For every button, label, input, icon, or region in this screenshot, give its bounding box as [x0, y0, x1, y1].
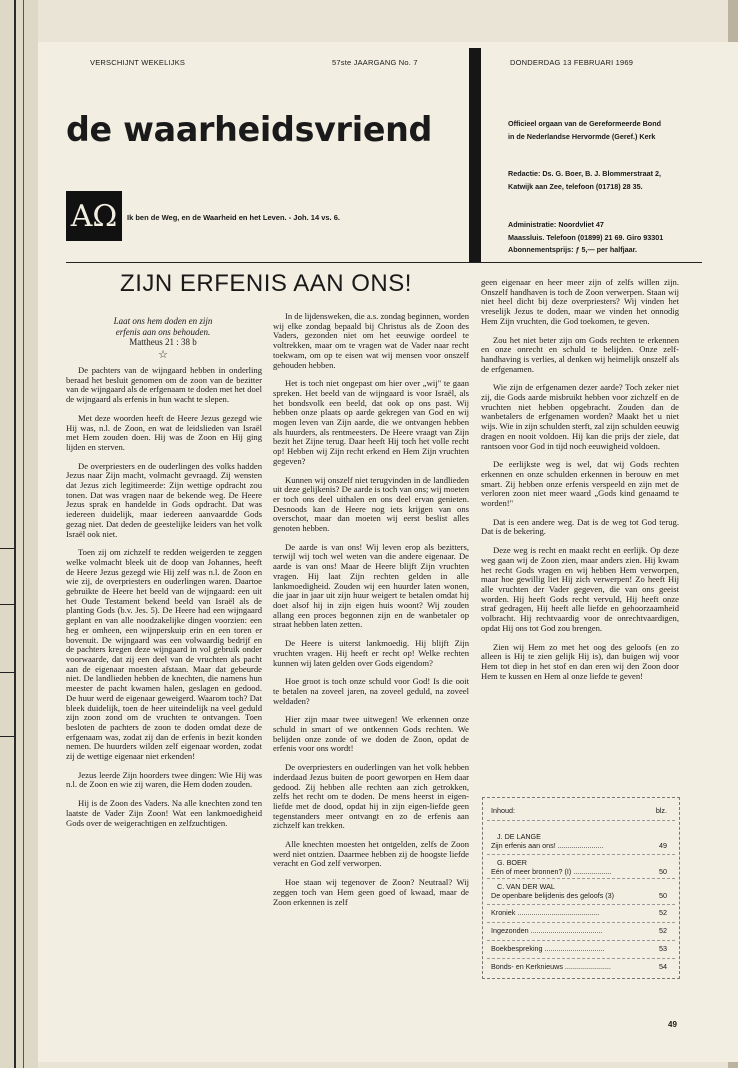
- toc-page: 50: [659, 867, 667, 876]
- article-column-3: [481, 278, 679, 788]
- toc-entry: [491, 908, 667, 917]
- toc-title: Bonds- en Kerknieuws .......................: [491, 962, 611, 971]
- admin-line: Maassluis. Telefoon (01899) 21 69. Giro 93301: [508, 232, 664, 242]
- article-paragraph: In de lijdensweken, die a.s. zondag beginnen, worden wij elke zondag bepaald bij Christus als de Zoon des Vaders, gezonden niet om het eeuwige oordeel te voltrekken, maar om te vragen wat de Vader naar recht toekwam, om op te eisen wat wij mensen voor onszelf gehouden hebben.: [273, 311, 469, 370]
- toc-entry: [491, 926, 667, 935]
- toc-entry: [491, 882, 667, 900]
- binding-mark: [0, 672, 14, 673]
- editor-line: Redactie: Ds. G. Boer, B. J. Blommerstraat 2,: [508, 169, 661, 178]
- administration-info: [508, 219, 718, 257]
- header-frequency: VERSCHIJNT WEKELIJKS: [90, 58, 186, 67]
- header-volume: 57ste JAARGANG No. 7: [332, 58, 418, 67]
- article-paragraph: Kunnen wij onszelf niet terugvinden in de landlieden uit deze gelijkenis? De aarde is toch van ons; wij moeten er toch ons deel uithalen en ons deel ervan genieten. Desnoods kan de Heere nog iets krijgen van ons overschot, maar dan moeten wij eerst beslist alles genoten hebben.: [273, 474, 469, 534]
- header-date: DONDERDAG 13 FEBRUARI 1969: [510, 58, 634, 67]
- editorial-info: [508, 168, 718, 193]
- article-paragraph: Hoe staan wij tegenover de Zoon? Neutraal? Wij zeggen toch van Hem geen goed of kwaad, maar de Zoon erkennen is zelf: [273, 877, 469, 907]
- article-paragraph: Hij is de Zoon des Vaders. Na alle knechten zond ten laatste de Vader Zijn Zoon! Wat een lankmoedigheid Gods over de weigerachtigen en zelfzuchtigen.: [66, 798, 262, 828]
- toc-entry: [491, 944, 667, 953]
- epigraph-reference: Mattheus 21 : 38 b: [129, 337, 197, 347]
- toc-heading: Inhoud:: [491, 806, 515, 815]
- alpha-omega-icon: AΩ: [70, 198, 118, 234]
- binding-mark: [0, 548, 14, 549]
- article-paragraph: Toen zij om zichzelf te redden weigerden te zeggen welke volmacht bleek uit de doop van Johannes, heeft de Heere Jezus gezegd wie Hij zelf was n.l. de Zoon en wie zij, de overpriesters en ouderlingen waren. Daartoe gebruikte de Heere het beeld van de wijngaard: een uit het Oude Testament bekend beeld van Israël als de planting Gods (b.v. Jes. 5). De Heere had een wijngaard geplant en van alle noodzakelijke dingen voorzien: een heg er omheen, een wijnperskuip erin en een toren er bovenuit. De wijngaard was een volwaardig bedrijf en de pachters kregen deze wijngaard in vol gebruik onder voorwaarde, dat zij een deel van de vruchten als pacht aan de eigenaar moesten afstaan. Maar dat gebeurde niet. De landlieden hebben de knechten, die namens hun meester de pacht kwamen halen, geslagen en gedood. De huur werd de eigenaar geweigerd. Waarom toch? Dat bleek duidelijk, toen de heer uiteindelijk na veel geduld zijn zoon zond om de vruchten te ontvangen. Toen besloten de pachters de zoon te doden omdat deze de erfgenaam was, zodat zij dan de erfenis in bezit konden nemen. De huurders wilden zelf eigenaar worden, zodat zij de wettige eigenaar niet erkenden!: [66, 547, 262, 762]
- binding-margin: [0, 0, 38, 1068]
- article-column-2: [273, 312, 469, 1017]
- alpha-omega-logo: [66, 191, 122, 241]
- organ-line: Officieel orgaan van de Gereformeerde Bond: [508, 119, 661, 128]
- article-paragraph: Hoe groot is toch onze schuld voor God! Is die ooit te betalen na zoveel jaren, na zoveel geduld, na zoveel weldaden?: [273, 676, 469, 706]
- toc-divider: [487, 904, 675, 905]
- article-paragraph: De eerlijkste weg is wel, dat wij Gods rechten erkennen en onze schulden erkennen in berouw en met smart. Zij hebben onze erfenis verspeeld en zijn met de verloren zoon niet meer waard „Gods kind genaamd te worden!": [481, 459, 679, 509]
- page-number: 49: [668, 1020, 677, 1029]
- masthead-title: de waarheidsvriend: [66, 110, 433, 150]
- toc-divider: [487, 958, 675, 959]
- article-paragraph: geen eigenaar en heer meer zijn of zelfs willen zijn. Onszelf handhaven is toch de Zoon verwerpen. Staan wij niet heel dicht bij deze overpriesters? Wij vinden het vreselijk Jezus te doden, maar we vinden het onnodig Hem Zijn vruchten, die God toekomen, te geven.: [481, 277, 679, 326]
- article-paragraph: Wie zijn de erfgenamen dezer aarde? Toch zeker niet zij, die Gods aarde misbruikt hebben voor zichzelf en de vruchten niet hebben opgebracht. Zouden dan de wanbetalers de erfgenamen worden? Maakt het u niet wijs. Wie in zijn schulden sterft, zal zijn schulden eeuwig dragen en nooit voldoen. Hij kan die prijs der ziele, dat rantsoen voor God in tijd noch eeuwigheid voldoen.: [481, 382, 679, 451]
- article-paragraph: De aarde is van ons! Wij leven erop als bezitters, terwijl wij toch wel weten van die andere eigenaar. De aarde is van ons! Maar de Heere blijft Zijn vruchten vragen. Hij laat Zijn rechten gelden in alle lankmoedigheid. Zouden wij een huurder laten wonen, die jaar in jaar uit zijn huur weigert te betalen omdat hij doet alsof hij in zijn eigen huis woont? Wij zouden allang een proces begonnen zijn en de wanbetaler op straat hebben laten zetten.: [273, 541, 469, 630]
- toc-author: J. DE LANGE: [497, 832, 541, 841]
- article-paragraph: Jezus leerde Zijn hoorders twee dingen: Wie Hij was n.l. de Zoon en wie zij waren, die Hem doden zouden.: [66, 769, 262, 790]
- toc-title: Ingezonden ....................................: [491, 926, 603, 935]
- binding-line: [14, 0, 16, 1068]
- epigraph: [66, 316, 260, 348]
- toc-page: 49: [659, 841, 667, 850]
- table-of-contents: [482, 797, 680, 979]
- toc-entry: [491, 962, 667, 971]
- toc-page: 52: [659, 908, 667, 917]
- binding-mark: [0, 604, 14, 605]
- official-organ: [508, 118, 718, 143]
- toc-page-label: blz.: [655, 806, 667, 815]
- toc-page: 54: [659, 962, 667, 971]
- article-paragraph: Zou het niet beter zijn om Gods rechten te erkennen en onze onrecht en schuld te belijden. Onze zelf-handhaving is verlies, al denken wij heimelijk onszelf als de erfgenamen.: [481, 334, 679, 374]
- article-paragraph: De overpriesters en ouderlingen van het volk hebben inderdaad Jezus buiten de poort geworpen en Hem daar gedood. Zij hebben alle rechten aan zich getrokken, zelfs het recht om te doden. De mens heerst in eigen-liefde met de dood, opdat hij in zijn eigen-liefde geen tegenstanders meer ontvangt en zo de erfenis aan zichzelf kan trekken.: [273, 762, 469, 831]
- masthead-motto: Ik ben de Weg, en de Waarheid en het Leven. - Joh. 14 vs. 6.: [127, 213, 340, 222]
- toc-divider: [487, 922, 675, 923]
- toc-entry: [491, 832, 667, 850]
- toc-author: G. BOER: [497, 858, 527, 867]
- header-rule: [66, 262, 702, 263]
- organ-line: in de Nederlandse Hervormde (Geref.) Kerk: [508, 131, 656, 141]
- epigraph-line: Laat ons hem doden en zijn: [113, 316, 213, 326]
- toc-page: 50: [659, 891, 667, 900]
- article-paragraph: De pachters van de wijngaard hebben in onderling beraad het besluit genomen om de zoon van de bezitter van de wijngaard als de erfgenaam te doden met het doel de wijngaard als erfenis in hun wacht te slepen.: [66, 365, 262, 405]
- toc-author: C. VAN DER WAL: [497, 882, 555, 891]
- article-headline: ZIJN ERFENIS AAN ONS!: [120, 270, 412, 297]
- article-paragraph: Met deze woorden heeft de Heere Jezus gezegd wie Hij was, n.l. de Zoon, en wat de leidslieden van Israël met Hem zouden doen. Hij was de Zoon en Hij ging lijden en sterven.: [66, 412, 262, 452]
- toc-divider: [487, 940, 675, 941]
- article-paragraph: Hier zijn maar twee uitwegen! We erkennen onze schuld in smart of we ontkennen Gods rechten. We belijden onze zonde of we doden de Zoon, opdat de erfenis voor ons wordt!: [273, 714, 469, 754]
- admin-line: Administratie: Noordvliet 47: [508, 220, 604, 229]
- article-paragraph: Het is toch niet ongepast om hier over „wij" te gaan spreken. Het beeld van de wijngaard is voor Israël, als het bondsvolk een beeld, dat ook op ons past. Wij hebben onze plaats op aarde gekregen van God en wij mogen leven van Zijn aarde, die we ontvangen hebben als huurders, als rentmeesters. De Heere vraagt van Zijn bezit het Zijne terug. Daar heeft Hij toch het volle recht op! Hebben wij Zijn recht erkend en Hem Zijn vruchten gegeven?: [273, 378, 469, 466]
- toc-divider: [487, 854, 675, 855]
- article-paragraph: De Heere is uiterst lankmoedig. Hij blijft Zijn vruchten vragen. Hij heeft er recht op! Welke rechten kunnen wij laten gelden over Gods eigendom?: [273, 638, 469, 668]
- article-column-1: [66, 366, 262, 1016]
- toc-title: Eén of meer bronnen? (I) ...................: [491, 867, 612, 876]
- article-paragraph: Zien wij Hem zo met het oog des geloofs (en zo alleen is Hij te zien gelijk Hij is), dan buigen wij voor Hem tot diep in het stof en dan eren wij den Zoon door Hem te kussen en Hem al onze liefde te geven!: [481, 641, 679, 681]
- article-paragraph: De overpriesters en de ouderlingen des volks hadden Jezus naar Zijn macht, volmacht gevraagd. Zij wensten dat Jezus zich legitimeerde: Zijn wettige opdracht zou tonen. Dat was vragen naar de bekende weg. De Heere Jezus sprak en handelde in Gods opdracht. Dat was iedereen duidelijk, maar iedereen aanvaardde Gods gezag niet. Dat deden de geestelijke leiders van het volk Israël ook niet.: [66, 460, 262, 539]
- toc-entry: [491, 858, 667, 876]
- editor-line: Katwijk aan Zee, telefoon (01718) 28 35.: [508, 181, 643, 191]
- toc-title: Zijn erfenis aan ons! .......................: [491, 841, 604, 850]
- epigraph-line: erfenis aan ons behouden.: [115, 326, 211, 337]
- star-ornament: ☆: [158, 349, 168, 361]
- subscription-price: Abonnementsprijs: ƒ 5,— per halfjaar.: [508, 245, 638, 254]
- toc-page: 52: [659, 926, 667, 935]
- toc-page: 53: [659, 944, 667, 953]
- toc-title: Boekbespreking ..............................: [491, 944, 605, 953]
- article-paragraph: Deze weg is recht en maakt recht en eerlijk. Op deze weg gaan wij de Zoon zien, maar anders zien. Hij kwam het recht Gods vragen en wij hebben Hem verworpen, maar hoe gewillig liet Hij zich verwerpen! Zo heeft Hij alle vruchten der Vader gegeven, die van ons geeist worden. Hij heeft Gods recht vervuld, Hij heeft onze straf gedragen, Hij heeft alle liefde en gehoorzaamheid volbracht. Hij rechtvaardig voor de onrechtvaardigen, opdat Hij ons tot God zou brengen.: [481, 545, 679, 633]
- toc-divider: [487, 878, 675, 879]
- toc-title: Kroniek .........................................: [491, 908, 600, 917]
- article-paragraph: Dat is een andere weg. Dat is de weg tot God terug. Dat is de bekering.: [481, 516, 679, 537]
- masthead-divider: [469, 48, 481, 263]
- binding-line-inner: [23, 0, 24, 1068]
- toc-divider: [487, 820, 675, 821]
- article-paragraph: Alle knechten moesten het ontgelden, zelfs de Zoon werd niet ontzien. Daarmee hebben zij de hoogste liefde veracht en God zelf verworpen.: [273, 839, 469, 869]
- toc-title: De openbare belijdenis des geloofs (3): [491, 891, 615, 900]
- binding-mark: [0, 736, 14, 737]
